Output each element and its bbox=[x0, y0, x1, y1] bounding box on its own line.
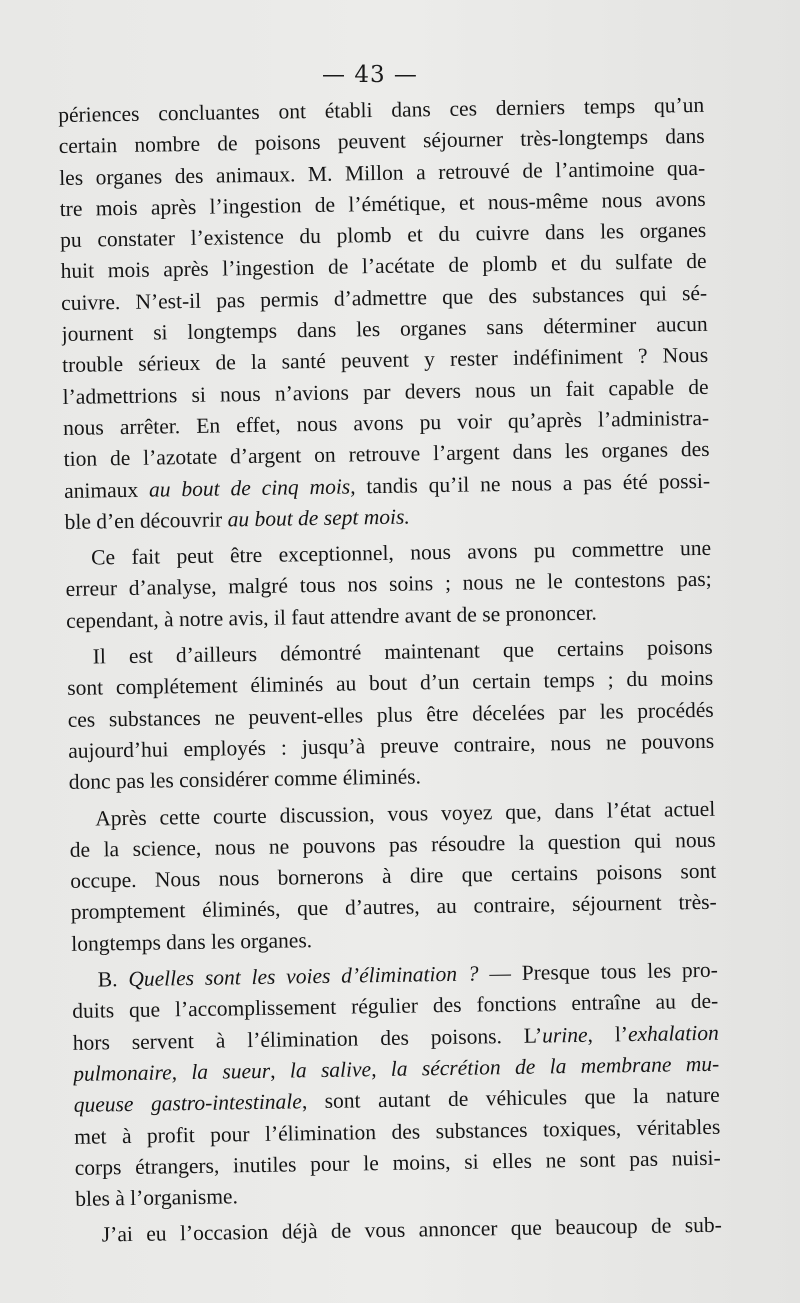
text-line: Ce fait peut être exceptionnel, nous avons pu commettre une bbox=[91, 535, 712, 570]
text-run: , l’ bbox=[587, 1021, 629, 1047]
text-line: J’ai eu l’occasion déjà de vous annoncer que beaucoup de sub- bbox=[101, 1213, 722, 1247]
italic-run: au bout de sept mois. bbox=[227, 504, 410, 532]
text-line: donc pas les considérer comme éliminés. bbox=[68, 764, 422, 795]
italic-run: au bout de cinq mois, bbox=[148, 473, 356, 502]
text-line: de la science, nous ne pouvons pas résoudre la question qui nous bbox=[69, 827, 716, 862]
text-line: corps étrangers, inutiles pour le moins, si elles ne sont pas nuisi- bbox=[74, 1145, 721, 1180]
body-text bbox=[58, 90, 722, 1252]
text-line: tre mois après l’ingestion de l’émétique, et nous-même nous avons bbox=[59, 186, 706, 221]
text-line: sont complétement éliminés au bout d’un certain temps ; du moins bbox=[67, 666, 714, 701]
text-line: met à profit pour l’élimination des substances toxiques, véritables bbox=[74, 1114, 721, 1149]
paragraph-4 bbox=[69, 793, 717, 960]
text-line: occupe. Nous nous bornerons à dire que certains poisons sont bbox=[70, 858, 717, 894]
text-run: — Presque tous les pro- bbox=[478, 957, 718, 986]
text-line: longtemps dans les organes. bbox=[71, 927, 313, 956]
text-run: B. bbox=[97, 967, 129, 992]
text-run: , sont autant de véhicules que la nature bbox=[301, 1082, 720, 1114]
text-line: pu constater l’existence du plomb et du cuivre dans les organes bbox=[60, 218, 707, 253]
italic-run: queuse gastro-intestinale bbox=[73, 1089, 303, 1118]
italic-run: Quelles sont les voies d’élimination ? bbox=[128, 961, 479, 992]
text-line: journent si longtemps dans les organes sans déterminer aucun bbox=[61, 311, 708, 347]
text-line: Après cette courte discussion, vous voyez que, dans l’état actuel bbox=[95, 796, 716, 831]
paragraph-3 bbox=[67, 632, 715, 799]
page-number: — 43 — bbox=[322, 62, 418, 88]
text-line: l’admettrions si nous n’avions par devers nous un fait capable de bbox=[62, 374, 709, 409]
text-line: erreur d’analyse, malgré tous nos soins ; nous ne le contestons pas; bbox=[65, 567, 712, 602]
paragraph-1 bbox=[58, 90, 711, 538]
text-line: les organes des animaux. M. Millon a retrouvé de l’antimoine qua- bbox=[59, 155, 706, 190]
text-run: tandis qu’il ne nous a pas été possi- bbox=[355, 468, 711, 498]
paragraph-2 bbox=[65, 533, 712, 637]
text-line: huit mois après l’ingestion de l’acétate de plomb et du sulfate de bbox=[60, 249, 707, 284]
italic-run: urine bbox=[541, 1022, 588, 1048]
text-run: , bbox=[269, 1058, 291, 1083]
text-line: nous arrêter. En effet, nous avons pu voir qu’après l’administra- bbox=[62, 405, 710, 440]
text-line: duits que l’accomplissement régulier des fonctions entraîne au de- bbox=[72, 989, 719, 1024]
italic-run: pulmonaire, la sueur bbox=[73, 1058, 271, 1086]
text-line: promptement éliminés, que d’autres, au contraire, séjournent très- bbox=[70, 890, 717, 925]
text-line: cependant, à notre avis, il faut attendre avant de se prononcer. bbox=[65, 600, 598, 633]
text-line: trouble sérieux de la santé peuvent y rester indéfiniment ? Nous bbox=[61, 343, 709, 378]
italic-run: exhalation bbox=[627, 1020, 719, 1046]
text-line: cuivre. N’est-il pas permis d’admettre que des substances qui sé- bbox=[60, 280, 708, 315]
text-line: Il est d’ailleurs démontré maintenant que certains poisons bbox=[92, 634, 713, 669]
text-run: animaux bbox=[63, 477, 150, 503]
italic-run: la salive, la sécrétion de la membrane mu- bbox=[289, 1051, 720, 1083]
text-line: ces substances ne peuvent-elles plus être décelées par les procédés bbox=[67, 697, 714, 732]
text-line: certain nombre de poisons peuvent séjourner très-longtemps dans bbox=[58, 124, 705, 159]
text-run: ble d’en découvrir bbox=[64, 507, 228, 534]
text-line: tion de l’azotate d’argent on retrouve l’argent dans les organes des bbox=[63, 437, 710, 472]
text-line: aujourd’hui employés : jusqu’à preuve contraire, nous ne pouvons bbox=[68, 728, 715, 763]
text-line: périences concluantes ont établi dans ces derniers temps qu’un bbox=[58, 92, 705, 127]
text-run: hors servent à l’élimination des poisons. L’ bbox=[72, 1023, 543, 1055]
text-line: bles à l’organisme. bbox=[75, 1184, 239, 1211]
paragraph-5 bbox=[72, 955, 722, 1215]
